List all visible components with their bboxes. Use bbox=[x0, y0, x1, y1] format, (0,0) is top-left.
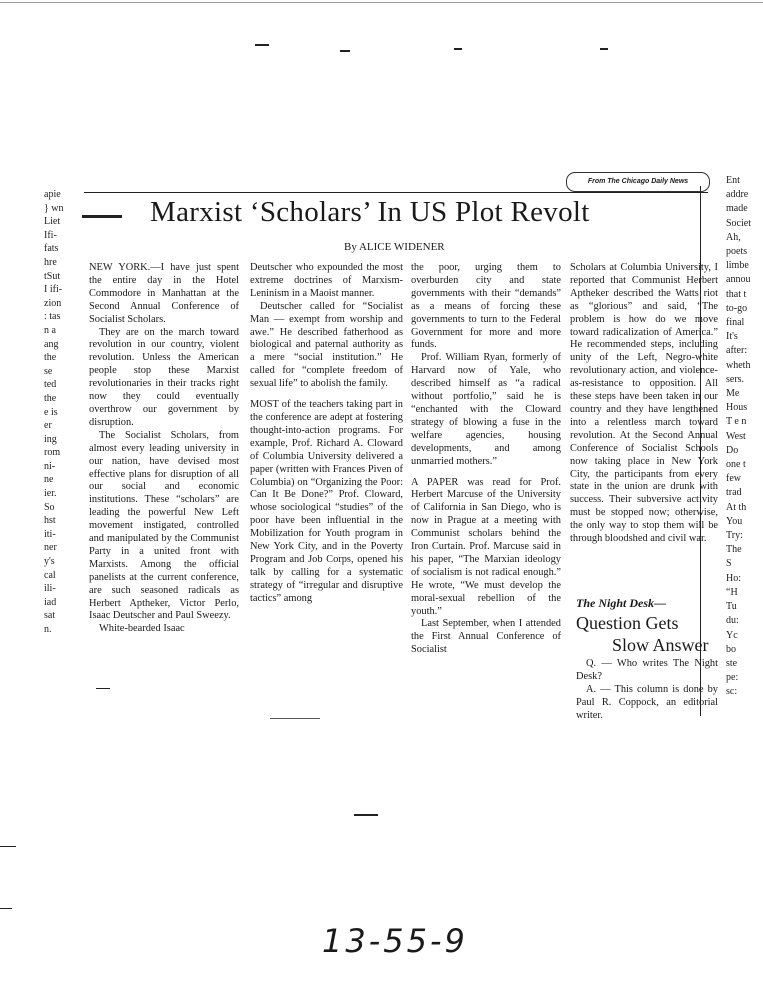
edge-fragment-text: the bbox=[44, 352, 57, 364]
edge-fragment-text: } wn bbox=[44, 202, 64, 214]
edge-fragment-text: Tu bbox=[726, 601, 737, 613]
edge-fragment-text: cal bbox=[44, 569, 56, 581]
edge-fragment-text: Do bbox=[726, 444, 739, 456]
sidebar-kicker: The Night Desk— bbox=[576, 596, 666, 610]
edge-fragment-text: West bbox=[726, 430, 746, 442]
edge-fragment-text: e is bbox=[44, 406, 58, 418]
edge-fragment-text: y's bbox=[44, 556, 55, 568]
paragraph: Deutscher called for “Socialist Man — exempt from worship and awe.” He described fatherhood as biological and paternal authority as a mere “social institution.” He called for “complete freedom of sexual life” to abolish the family. bbox=[250, 300, 403, 390]
edge-fragment-text: se bbox=[44, 365, 53, 377]
paragraph: Q. — Who writes The Night Desk? bbox=[576, 658, 718, 682]
edge-fragment-text: poets bbox=[726, 246, 748, 258]
edge-fragment-text: iad bbox=[44, 596, 57, 608]
edge-fragment-text: ste bbox=[726, 657, 738, 669]
edge-fragment-text: to-go bbox=[726, 302, 748, 314]
edge-fragment-text: fats bbox=[44, 243, 59, 255]
bottom-dash bbox=[96, 688, 110, 689]
paragraph: Prof. William Ryan, formerly of Harvard now of Yale, who described himself as “a radical without portfolio,” said he is “enchanted with the Cloward strategy of blowing a fuse in the welfare agencies, housing developments, and among unmarried mothers.” bbox=[411, 352, 561, 467]
edge-fragment-text: ing bbox=[44, 433, 57, 445]
edge-fragment-text: Ent bbox=[726, 175, 740, 186]
edge-fragment-text: trad bbox=[726, 487, 742, 499]
edge-fragment-text: “H bbox=[726, 586, 738, 598]
edge-fragment-text: ni- bbox=[44, 460, 56, 472]
paragraph: Deutscher who expounded the most extreme doctrines of Marxism-Leninism in a Maoist manner. bbox=[250, 262, 403, 299]
edge-fragment-text: one t bbox=[726, 459, 746, 471]
adjacent-column-left bbox=[44, 188, 64, 637]
top-rule bbox=[84, 192, 708, 193]
headline: Marxist ‘Scholars’ In US Plot Revolt bbox=[150, 196, 590, 228]
article-column-3 bbox=[411, 262, 561, 657]
edge-fragment-text: few bbox=[726, 473, 741, 485]
edge-fragment-text: T e n bbox=[726, 416, 747, 428]
sidebar-title-line-2: Slow Answer bbox=[612, 635, 709, 655]
edge-fragment-text: er bbox=[44, 420, 52, 432]
edge-fragment-text: made bbox=[726, 203, 748, 215]
edge-fragment-text: n a bbox=[44, 324, 56, 336]
paragraph: A. — This column is done by Paul R. Coppock, an editorial writer. bbox=[576, 683, 718, 721]
edge-fragment-text: addre bbox=[726, 189, 749, 201]
edge-fragment-text: It's bbox=[726, 331, 738, 343]
edge-fragment-text: Liet bbox=[44, 216, 61, 228]
sidebar-body bbox=[576, 658, 718, 723]
paragraph: Last September, when I attended the First Annual Conference of Socialist bbox=[411, 618, 561, 656]
scan-mark bbox=[354, 814, 378, 816]
paragraph: White-bearded Isaac bbox=[99, 623, 185, 635]
byline: By ALICE WIDENER bbox=[344, 241, 445, 253]
scan-mark bbox=[0, 846, 16, 847]
edge-fragment-text: : tas bbox=[44, 311, 61, 323]
paragraph: The Socialist Scholars, from almost every leading university in our nation, have devised most effective plans for disruption of all our social and economic institutions. These “scholars” are leading the powerful New Left movement instigated, controlled and manipulated by the Communist Party in a united front with Marxists. Among the official panelists at the current conference, are such seasoned radicals as Herbert Aptheker, Victor Perlo, Isaac Deutscher and Paul Sweezy. bbox=[89, 429, 239, 622]
edge-fragment-text: zion bbox=[44, 297, 62, 309]
edge-fragment-text: wheth bbox=[726, 359, 751, 371]
paragraph: They are on the march toward revolution in our country, violent revolution. Unless the American people stop these Marxist revolutionaries in their tracks right now they could eventually overthrow our government by disruption. bbox=[89, 326, 239, 428]
edge-fragment-text: Ah, bbox=[726, 231, 741, 243]
edge-fragment-text: The bbox=[726, 544, 742, 556]
edge-fragment-text: sat bbox=[44, 610, 56, 622]
edge-fragment-text: ili- bbox=[44, 583, 56, 595]
edge-fragment-text: the bbox=[44, 392, 57, 404]
edge-fragment-text: ang bbox=[44, 338, 59, 350]
edge-fragment-text: iti- bbox=[44, 528, 56, 540]
edge-fragment-text: sers. bbox=[726, 373, 745, 385]
article-column-4 bbox=[570, 262, 718, 546]
edge-fragment-text: rom bbox=[44, 447, 61, 459]
edge-fragment-text: S bbox=[726, 558, 732, 570]
edge-fragment-text: sc: bbox=[726, 686, 738, 698]
scan-mark bbox=[270, 718, 320, 719]
paragraph: the poor, urging them to overburden city and state governments with their “demands” as a means of forcing these governments to turn to the Federal Government for more and more funds. bbox=[411, 262, 561, 351]
edge-fragment-text: du: bbox=[726, 615, 739, 627]
edge-fragment-text: hst bbox=[44, 515, 56, 527]
edge-fragment-text: that t bbox=[726, 288, 747, 300]
edge-fragment-text: pe: bbox=[726, 672, 739, 684]
edge-fragment-text: n. bbox=[44, 624, 52, 635]
edge-fragment-text: bo bbox=[726, 643, 736, 655]
sidebar-title-line-1: Question Gets bbox=[576, 613, 679, 633]
edge-fragment-text: Try: bbox=[726, 530, 743, 542]
edge-fragment-text: ner bbox=[44, 542, 57, 554]
article-column-2 bbox=[250, 262, 403, 606]
edge-fragment-text: after: bbox=[726, 345, 748, 357]
edge-fragment-text: limbe bbox=[726, 260, 749, 272]
edge-fragment-text: annou bbox=[726, 274, 751, 286]
edge-fragment-text: I ifi- bbox=[44, 284, 63, 296]
edge-fragment-text: You bbox=[726, 515, 743, 527]
paragraph: A PAPER was read for Prof. Herbert Marcuse of the University of California in San Diego, who is now in Prague at a meeting with Communist scholars behind the Iron Curtain. Prof. Marcuse said in his paper, “The Marxian ideology of socialism is not radical enough.” He wrote, “We must develop the moral-sexual rebellion of the youth.” bbox=[411, 476, 561, 617]
paragraph: NEW YORK.—I have just spent the entire day in the Hotel Commodore in Manhattan at the Second Annual Conference of Socialist Scholars. bbox=[89, 262, 239, 325]
edge-fragment-text: ier. bbox=[44, 488, 57, 500]
edge-fragment-text: hre bbox=[44, 256, 57, 268]
paragraph: Scholars at Columbia University, I reported that Communist Herbert Aptheker described the Watts riot as “glorious” and said, “The problem is how do we move toward radicalization of America.” He recommended steps, including unity of the Left, Negro-white revolutionary action, and violence-as-resistance to opposition. All these steps have been taken in our country and they have lengthened into a relentless march toward revolution. At the Second Annual Conference of Socialist Schools now taking place in New York City, the participants from every state in the union are drunk with success. Their subversive activity must be stopped now; otherwise, the only way to stop them will be through bloodshed and civil war. bbox=[570, 262, 718, 545]
edge-fragment-text: Ho: bbox=[726, 572, 741, 584]
article-column-1 bbox=[89, 262, 239, 636]
adjacent-column-right bbox=[726, 174, 751, 700]
edge-fragment-text: Societ bbox=[726, 217, 751, 229]
edge-fragment-text: Hous bbox=[726, 402, 748, 414]
scan-mark bbox=[600, 48, 608, 50]
edge-fragment-text: ted bbox=[44, 379, 57, 391]
edge-fragment-text: Ifi- bbox=[44, 229, 57, 241]
headline-dash bbox=[82, 215, 122, 218]
edge-fragment-text: final bbox=[726, 317, 745, 329]
scan-mark bbox=[340, 50, 350, 52]
edge-fragment-text: apie bbox=[44, 189, 61, 200]
scan-mark bbox=[0, 908, 12, 909]
scan-mark bbox=[454, 48, 462, 50]
scan-edge-top bbox=[0, 2, 763, 3]
edge-fragment-text: At th bbox=[726, 501, 747, 513]
scan-mark bbox=[255, 44, 269, 46]
handwritten-file-number: 13-55-9 bbox=[322, 922, 468, 960]
edge-fragment-text: So bbox=[44, 501, 55, 513]
edge-fragment-text: tSut bbox=[44, 270, 61, 282]
edge-fragment-text: Yc bbox=[726, 629, 738, 641]
source-tag: From The Chicago Daily News bbox=[566, 172, 710, 192]
edge-fragment-text: ne bbox=[44, 474, 54, 486]
paragraph: MOST of the teachers taking part in the conference are adept at fostering thought-into-action programs. For example, Prof. Richard A. Cloward of Columbia University delivered a paper (written with Frances Piven of Columbia) on “Organizing the Poor: Can It Be Done?” Prof. Cloward, whose sociological “studies” of the poor have been influential in the Mobilization for Youth program in New York City, and in the Poverty Program and Job Corps, opened his talk by calling for a systematic strategy of “irregular and disruptive tactics” among bbox=[250, 399, 403, 604]
edge-fragment-text: Me bbox=[726, 388, 740, 400]
